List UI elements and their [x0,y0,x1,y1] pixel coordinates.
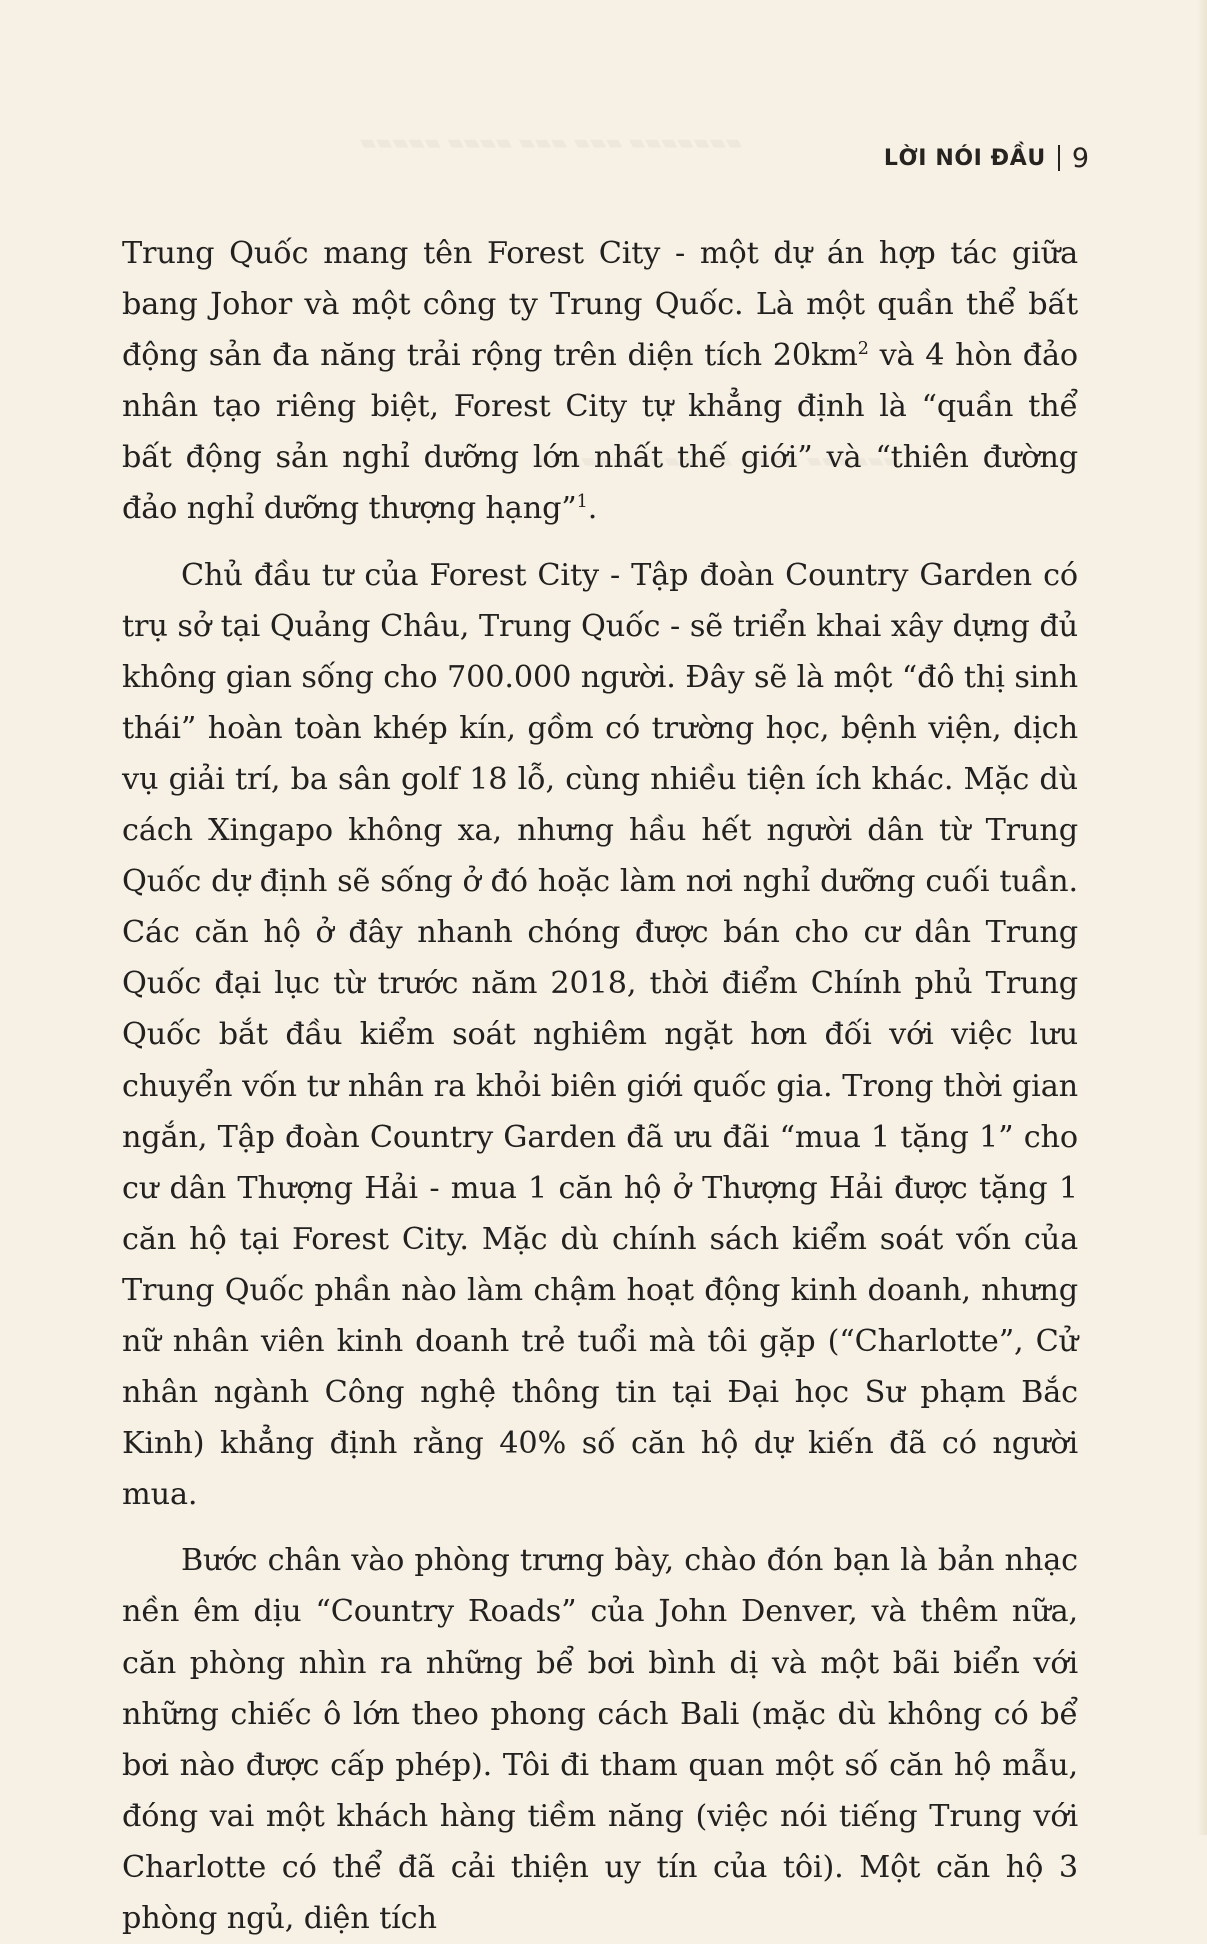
paragraph-1-text: Trung Quốc mang tên Forest City - một dự án hợp tác giữa bang Johor và một công ty Trung Quốc. Là một quần thể bất động sản đa năng trải rộng trên diện tích 20km [122,236,1078,374]
running-header [884,138,1089,178]
chapter-title: LỜI NÓI ĐẦU [883,145,1046,171]
paragraph-3: Bước chân vào phòng trưng bày, chào đón bạn là bản nhạc nền êm dịu “Country Roads” của John Denver, và thêm nữa, căn phòng nhìn ra những bể bơi bình dị và một bãi biển với những chiếc ô lớn theo phong cách Bali (mặc dù không có bể bơi nào được cấp phép). Tôi đi tham quan một số căn hộ mẫu, đóng vai một khách hàng tiềm năng (việc nói tiếng Trung với Charlotte có thể đã cải thiện uy tín của tôi). Một căn hộ 3 phòng ngủ, diện tích [122,1543,1078,1936]
superscript-squared: 2 [857,339,869,360]
paragraph-1-text-continued: và 4 hòn đảo nhân tạo riêng biệt, Forest City tự khẳng định là “quần thể bất động sản nghỉ dưỡng lớn nhất thế giới” và “thiên đường đảo nghỉ dưỡng thượng hạng” [122,338,1078,527]
footnote-reference: 1 [576,492,588,513]
paragraph-2: Chủ đầu tư của Forest City - Tập đoàn Country Garden có trụ sở tại Quảng Châu, Trung Quốc - sẽ triển khai xây dựng đủ không gian sống cho 700.000 người. Đây sẽ là một “đô thị sinh thái” hoàn toàn khép kín, gồm có trường học, bệnh viện, dịch vụ giải trí, ba sân golf 18 lỗ, cùng nhiều tiện ích khác. Mặc dù cách Xingapo không xa, nhưng hầu hết người dân từ Trung Quốc dự định sẽ sống ở đó hoặc làm nơi nghỉ dưỡng cuối tuần. Các căn hộ ở đây nhanh chóng được bán cho cư dân Trung Quốc đại lục từ trước năm 2018, thời điểm Chính phủ Trung Quốc bắt đầu kiểm soát nghiêm ngặt hơn đối với việc lưu chuyển vốn tư nhân ra khỏi biên giới quốc gia. Trong thời gian ngắn, Tập đoàn Country Garden đã ưu đãi “mua 1 tặng 1” cho cư dân Thượng Hải - mua 1 căn hộ ở Thượng Hải được tặng 1 căn hộ tại Forest City. Mặc dù chính sách kiểm soát vốn của Trung Quốc phần nào làm chậm hoạt động kinh doanh, nhưng nữ nhân viên kinh doanh trẻ tuổi mà tôi gặp (“Charlotte”, Cử nhân ngành Công nghệ thông tin tại Đại học Sư phạm Bắc Kinh) khẳng định rằng 40% số căn hộ dự kiến đã có người mua. [122,557,1078,1513]
page-number: 9 [1071,142,1089,174]
body-text [122,228,1078,1944]
reverse-side-bleed [360,130,742,154]
paragraph-1 [122,228,1078,535]
paragraph-1-ending: . [587,491,598,527]
header-divider [1058,145,1060,171]
paper-edge-shadow [1197,0,1207,1835]
